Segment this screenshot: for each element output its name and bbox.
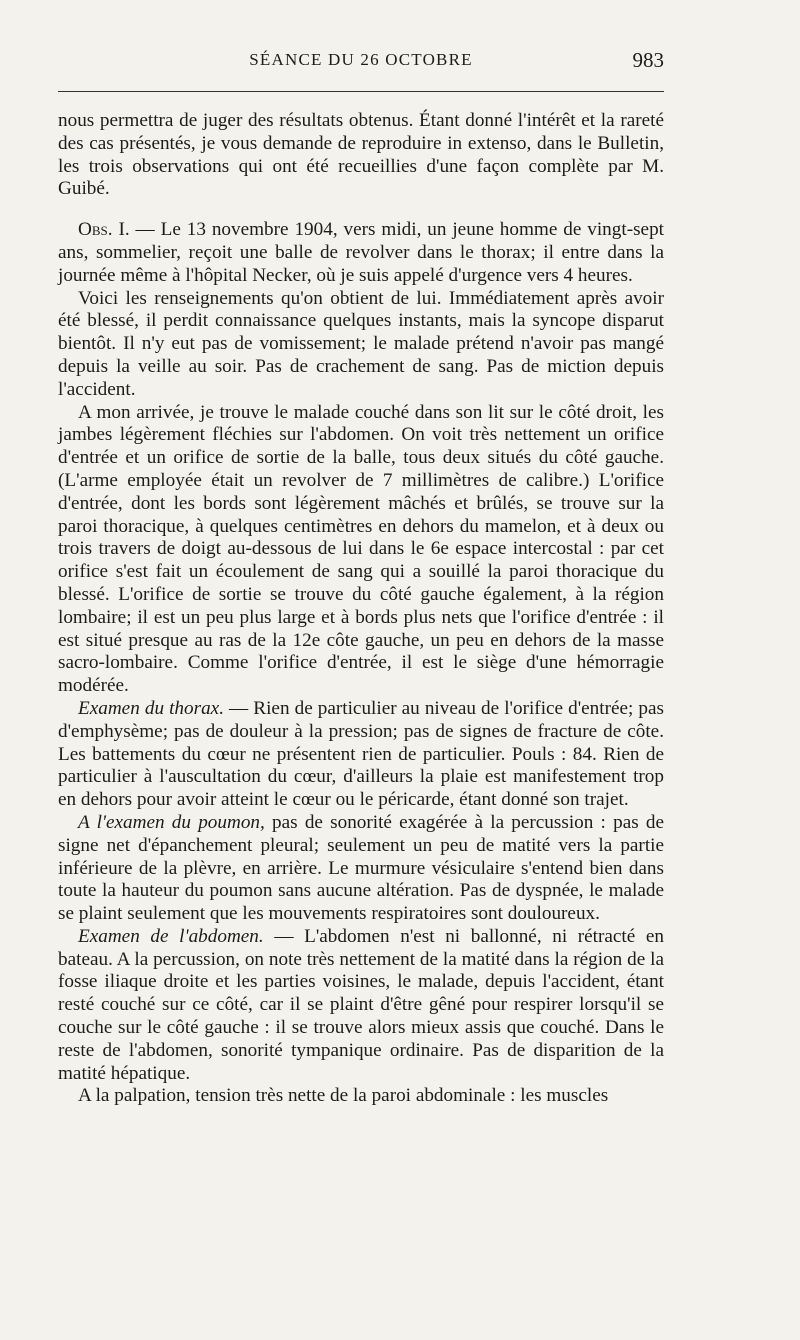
page-number: 983 bbox=[632, 48, 664, 72]
paragraph-text: — Le 13 novembre 1904, vers midi, un jeune homme de vingt-sept ans, sommelier, reçoit une balle de revolver dans le thorax; il entre dans la journée même à l'hôpital Necker, où je suis appelé d'urgence vers 4 heures. bbox=[58, 219, 664, 286]
page-header bbox=[58, 48, 664, 78]
paragraph-history bbox=[58, 288, 664, 402]
paragraph-arrival bbox=[58, 402, 664, 698]
observation-label: Obs. I. bbox=[78, 219, 130, 241]
section-lead: Examen de l'abdomen. bbox=[78, 925, 264, 947]
section-lead: A l'examen du poumon, bbox=[78, 811, 265, 833]
paragraph-obs-1 bbox=[58, 219, 664, 287]
body-text bbox=[58, 110, 664, 1108]
paragraph-text: — L'abdomen n'est ni ballonné, ni rétracté en bateau. A la percussion, on note très nettement de la matité dans la région de la fosse iliaque droite et les parties voisines, le malade, depuis l'accident, étant resté couché sur ce côté, car il se plaint d'être gêné pour respirer lorsqu'il se couche sur le côté gauche : il se trouve alors mieux assis que couché. Dans le reste de l'abdomen, sonorité tympanique ordinaire. Pas de disparition de la matité hépatique. bbox=[58, 925, 664, 1084]
paragraph-text: A la palpation, tension très nette de la paroi abdominale : les muscles bbox=[78, 1085, 609, 1107]
paragraph-abdomen bbox=[58, 926, 664, 1086]
paragraph-text: — Rien de particulier au niveau de l'orifice d'entrée; pas d'emphysème; pas de douleur à la pression; pas de signes de fracture de côte. Les battements du cœur ne présentent rien de particulier. Pouls : 84. Rien de particulier à l'auscultation du cœur, d'ailleurs la plaie est manifestement trop en dehors pour avoir atteint le cœur ou le péricarde, étant donné son trajet. bbox=[58, 697, 664, 811]
paragraph-thorax bbox=[58, 698, 664, 812]
paragraph-text: Voici les renseignements qu'on obtient de lui. Immédiatement après avoir été blessé, il perdit connaissance quelques instants, mais la syncope disparut bientôt. Il n'y eut pas de vomissement; le malade prétend n'avoir pas mangé depuis la veille au soir. Pas de crachement de sang. Pas de miction depuis l'accident. bbox=[58, 287, 664, 400]
paragraph-text: nous permettra de juger des résultats obtenus. Étant donné l'intérêt et la rareté des cas présentés, je vous demande de reproduire in extenso, dans le Bulletin, les trois observations qui ont été recueillies d'une façon complète par M. Guibé. bbox=[58, 110, 664, 200]
paragraph-palpation bbox=[58, 1085, 664, 1108]
header-rule bbox=[58, 91, 664, 92]
paragraph-intro bbox=[58, 110, 664, 201]
paragraph-text: pas de sonorité exagérée à la percussion : pas de signe net d'épanchement pleural; seulement un peu de matité vers la partie inférieure de la plèvre, en arrière. Le murmure vésiculaire s'entend bien dans toute la hauteur du poumon sans aucune altération. Pas de dyspnée, le malade se plaint seulement que les mouvements respiratoires sont douloureux. bbox=[58, 811, 664, 925]
section-lead: Examen du thorax. bbox=[78, 697, 224, 719]
paragraph-text: A mon arrivée, je trouve le malade couché dans son lit sur le côté droit, les jambes légèrement fléchies sur l'abdomen. On voit très nettement un orifice d'entrée et un orifice de sortie de la balle, tous deux situés du côté gauche. (L'arme employée était un revolver de 7 millimètres de calibre.) L'orifice d'entrée, dont les bords sont légèrement mâchés et brûlés, se trouve sur la paroi thoracique, à quelques centimètres en dehors du mamelon, et à deux ou trois travers de doigt au-dessous de lui dans le 6e espace intercostal : par cet orifice s'est fait un écoulement de sang qui a souillé la paroi thoracique du blessé. L'orifice de sortie se trouve du côté gauche également, à la région lombaire; il est un peu plus large et à bords plus nets que l'orifice d'entrée : il est situé presque au ras de la 12e côte gauche, un peu en dehors de la masse sacro-lombaire. Comme l'orifice d'entrée, il est le siège d'une hémorragie modérée. bbox=[58, 401, 664, 697]
running-title: SÉANCE DU 26 OCTOBRE bbox=[249, 50, 473, 69]
paragraph-lung bbox=[58, 812, 664, 926]
